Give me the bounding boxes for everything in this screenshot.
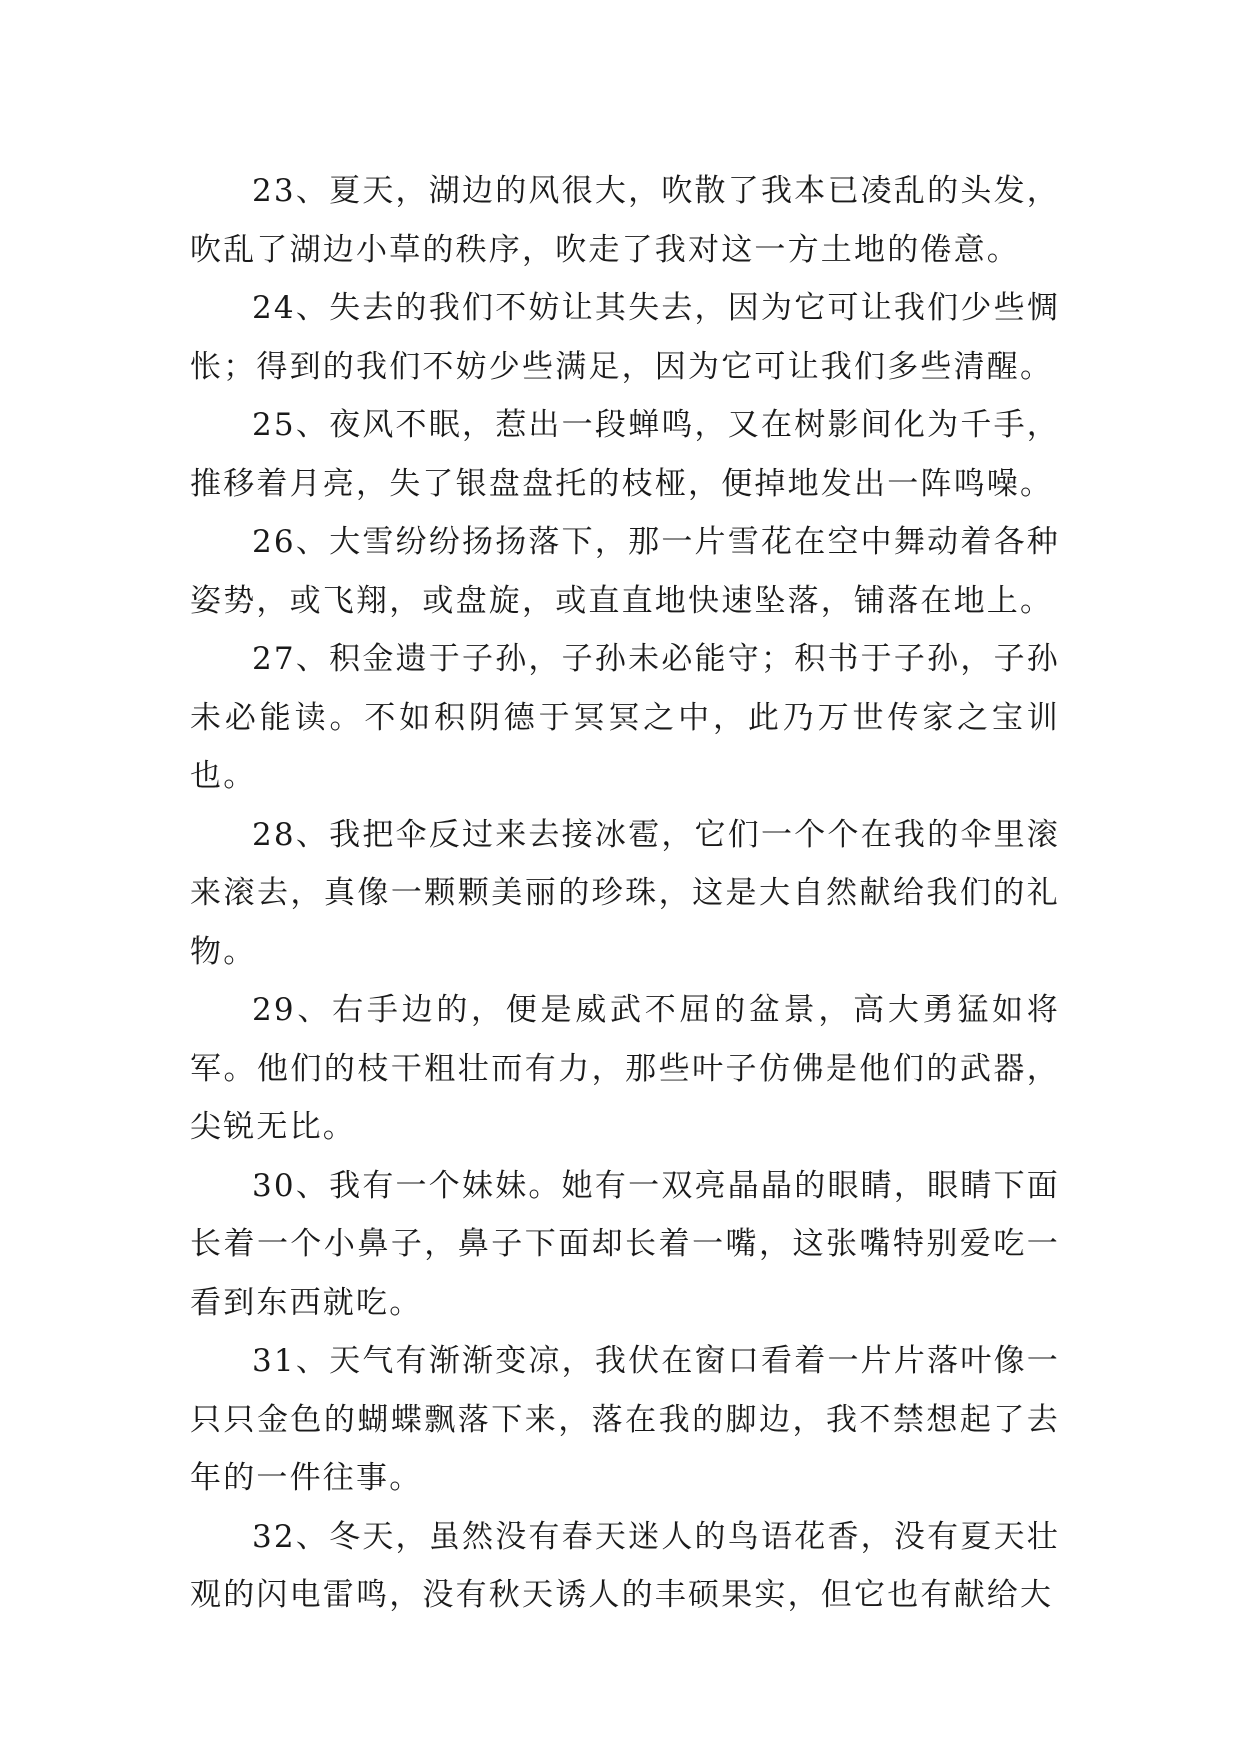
paragraph-25: 25、夜风不眠，惹出一段蝉鸣，又在树影间化为千手，推移着月亮，失了银盘盘托的枝桠，便掉地发出一阵鸣噪。 xyxy=(190,407,1060,502)
paragraph-32: 32、冬天，虽然没有春天迷人的鸟语花香，没有夏天壮观的闪电雷鸣，没有秋天诱人的丰硕果实，但它也有献给大 xyxy=(190,1518,1060,1613)
paragraph-31: 31、天气有渐渐变凉，我伏在窗口看着一片片落叶像一只只金色的蝴蝶飘落下来，落在我的脚边，我不禁想起了去年的一件往事。 xyxy=(190,1343,1060,1496)
paragraph-23: 23、夏天，湖边的风很大，吹散了我本已凌乱的头发，吹乱了湖边小草的秩序，吹走了我对这一方土地的倦意。 xyxy=(190,173,1060,268)
paragraph-28: 28、我把伞反过来去接冰雹，它们一个个在我的伞里滚来滚去，真像一颗颗美丽的珍珠，这是大自然献给我们的礼物。 xyxy=(190,816,1060,970)
paragraph-26: 26、大雪纷纷扬扬落下，那一片雪花在空中舞动着各种姿势，或飞翔，或盘旋，或直直地快速坠落，铺落在地上。 xyxy=(190,524,1060,619)
paragraph-29: 29、右手边的，便是威武不屈的盆景，高大勇猛如将军。他们的枝干粗壮而有力，那些叶子仿佛是他们的武器，尖锐无比。 xyxy=(190,992,1060,1145)
paragraph-27: 27、积金遗于子孙，子孙未必能守；积书于子孙，子孙未必能读。不如积阴德于冥冥之中，此乃万世传家之宝训也。 xyxy=(190,641,1060,794)
document-body xyxy=(190,162,1060,1625)
paragraph-24: 24、失去的我们不妨让其失去，因为它可让我们少些惆怅；得到的我们不妨少些满足，因为它可让我们多些清醒。 xyxy=(190,290,1060,385)
paragraph-30: 30、我有一个妹妹。她有一双亮晶晶的眼睛，眼睛下面长着一个小鼻子，鼻子下面却长着一嘴，这张嘴特别爱吃一看到东西就吃。 xyxy=(190,1167,1060,1321)
